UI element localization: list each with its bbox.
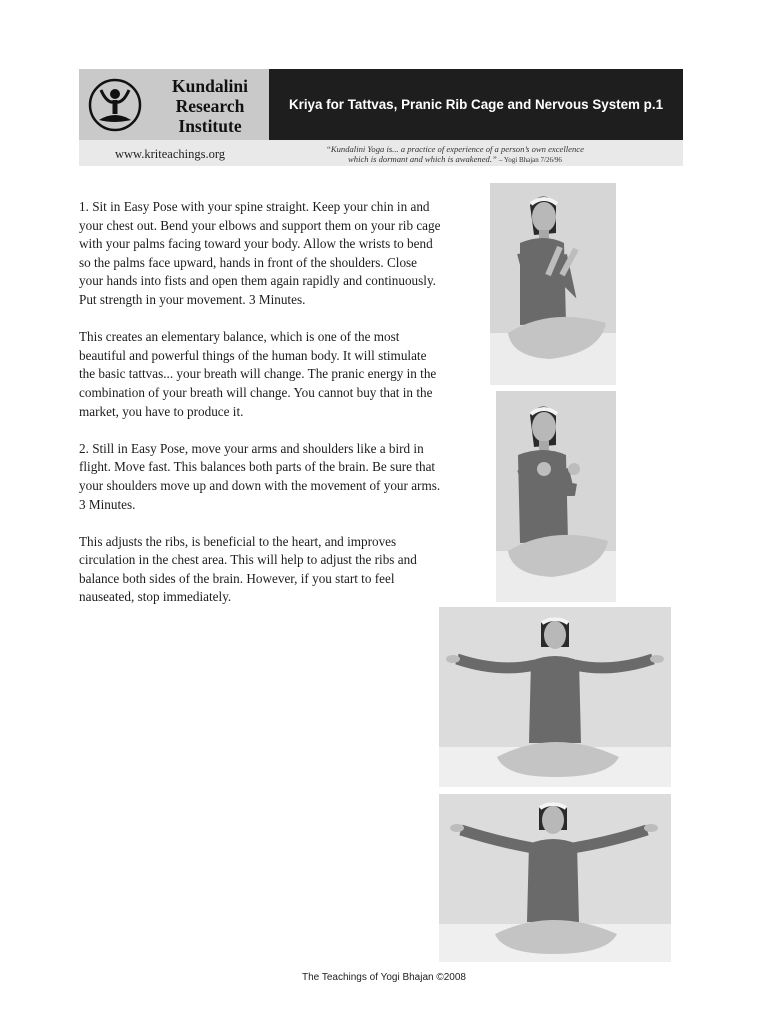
pose-photo-2	[496, 391, 616, 602]
pose-photo-4	[439, 794, 671, 962]
title-bar	[269, 69, 683, 140]
pose-photo-4-image	[439, 794, 671, 962]
quote-line-2	[305, 154, 605, 165]
org-name-line: Institute	[178, 116, 242, 136]
paragraph: 2. Still in Easy Pose, move your arms and shoulders like a bird in flight. Move fast. This balances both parts of the brain. Be sure that your shoulders move up and down with the movement of your arms. 3 Minutes.	[79, 440, 441, 512]
pose-photo-1-image	[490, 183, 616, 385]
paragraph: 1. Sit in Easy Pose with your spine straight. Keep your chin in and your chest out. Bend your elbows and support them on your rib cage with your palms facing toward your body. Allow the wrists to bend so the palms face upward, hands in front of the shoulders. Close your hands into fists and open them again rapidly and continuously. Put strength in your movement. 3 Minutes.	[79, 199, 441, 307]
paragraph: This creates an elementary balance, which is one of the most beautiful and powerful things of the human body. It will stimulate the basic tattvas... your breath will change. The pranic energy in the combination of your breath will change. You cannot buy that in the market, you have to produce it.	[79, 329, 437, 419]
quote-attribution: – Yogi Bhajan 7/26/96	[498, 156, 562, 164]
meditating-figure-icon	[87, 76, 143, 134]
pose-photo-2-image	[496, 391, 616, 602]
org-name-line: Research	[175, 96, 245, 116]
quote-line: “Kundalini Yoga is... a practice of experience of a person’s own excellence	[326, 144, 584, 154]
pose-photo-1	[490, 183, 616, 385]
quote-text: which is dormant and which is awakened.”	[348, 154, 497, 164]
pose-photo-3-image	[439, 607, 671, 787]
paragraph: This adjusts the ribs, is beneficial to the heart, and improves circulation in the chest area. This will help to adjust the ribs and balance both sides of the brain. However, if you start to feel nauseated, stop immediately.	[79, 533, 417, 605]
website-link[interactable]: www.kriteachings.org	[115, 147, 226, 161]
instructions-text	[79, 198, 441, 626]
org-name	[152, 76, 268, 136]
footer-copyright: The Teachings of Yogi Bhajan ©2008	[302, 972, 466, 983]
kri-logo-block	[79, 69, 269, 140]
org-name-line: Kundalini	[172, 76, 248, 96]
page-title: Kriya for Tattvas, Pranic Rib Cage and Nervous System p.1	[288, 97, 664, 112]
pose-photo-3	[439, 607, 671, 787]
subheader-bar	[79, 140, 683, 166]
document-header	[79, 69, 683, 140]
quote	[305, 144, 605, 165]
